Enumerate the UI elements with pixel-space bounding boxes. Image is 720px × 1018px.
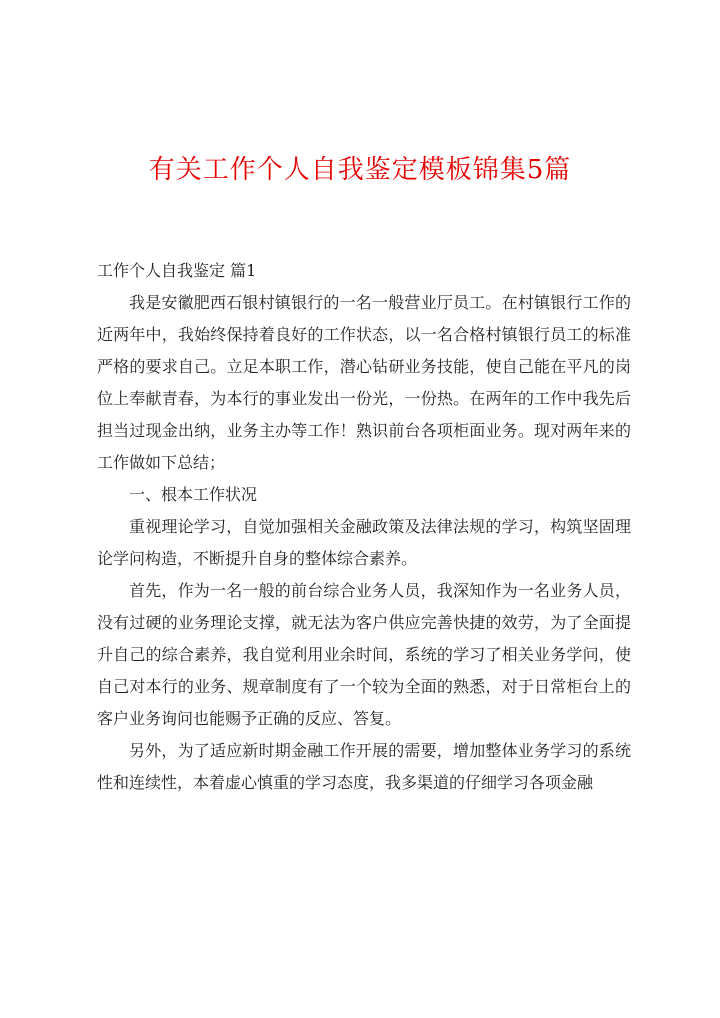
paragraph-intro: 我是安徽肥西石银村镇银行的一名一般营业厅员工。在村镇银行工作的近两年中，我始终保持着良好的工作状态，以一名合格村镇银行员工的标准严格的要求自己。立足本职工作，潜心钻研业务技能，使自己能在平凡的岗位上奉献青春，为本行的事业发出一份光，一份热。在两年的工作中我先后担当过现金出纳，业务主办等工作！熟识前台各项柜面业务。现对两年来的工作做如下总结； bbox=[97, 293, 631, 472]
paragraph-theory-study: 重视理论学习，自觉加强相关金融政策及法律法规的学习，构筑坚固理论学问构造，不断提升自身的整体综合素养。 bbox=[97, 517, 631, 568]
paragraph-additionally: 另外，为了适应新时期金融工作开展的需要，增加整体业务学习的系统性和连续性，本着虚心慎重的学习态度，我多渠道的仔细学习各项金融 bbox=[97, 741, 631, 792]
document-body bbox=[97, 255, 631, 799]
document-title: 有关工作个人自我鉴定模板锦集5篇 bbox=[148, 155, 572, 185]
section-heading: 工作个人自我鉴定 篇1 bbox=[97, 261, 257, 280]
paragraph-first: 首先，作为一名一般的前台综合业务人员，我深知作为一名业务人员，没有过硬的业务理论支撑，就无法为客户供应完善快捷的效劳，为了全面提升自己的综合素养，我自觉利用业余时间，系统的学习了相关业务学问，使自己对本行的业务、规章制度有了一个较为全面的熟悉，对于日常柜台上的客户业务询问也能赐予正确的反应、答复。 bbox=[97, 581, 631, 728]
subheading-basic-work: 一、根本工作状况 bbox=[129, 485, 258, 504]
